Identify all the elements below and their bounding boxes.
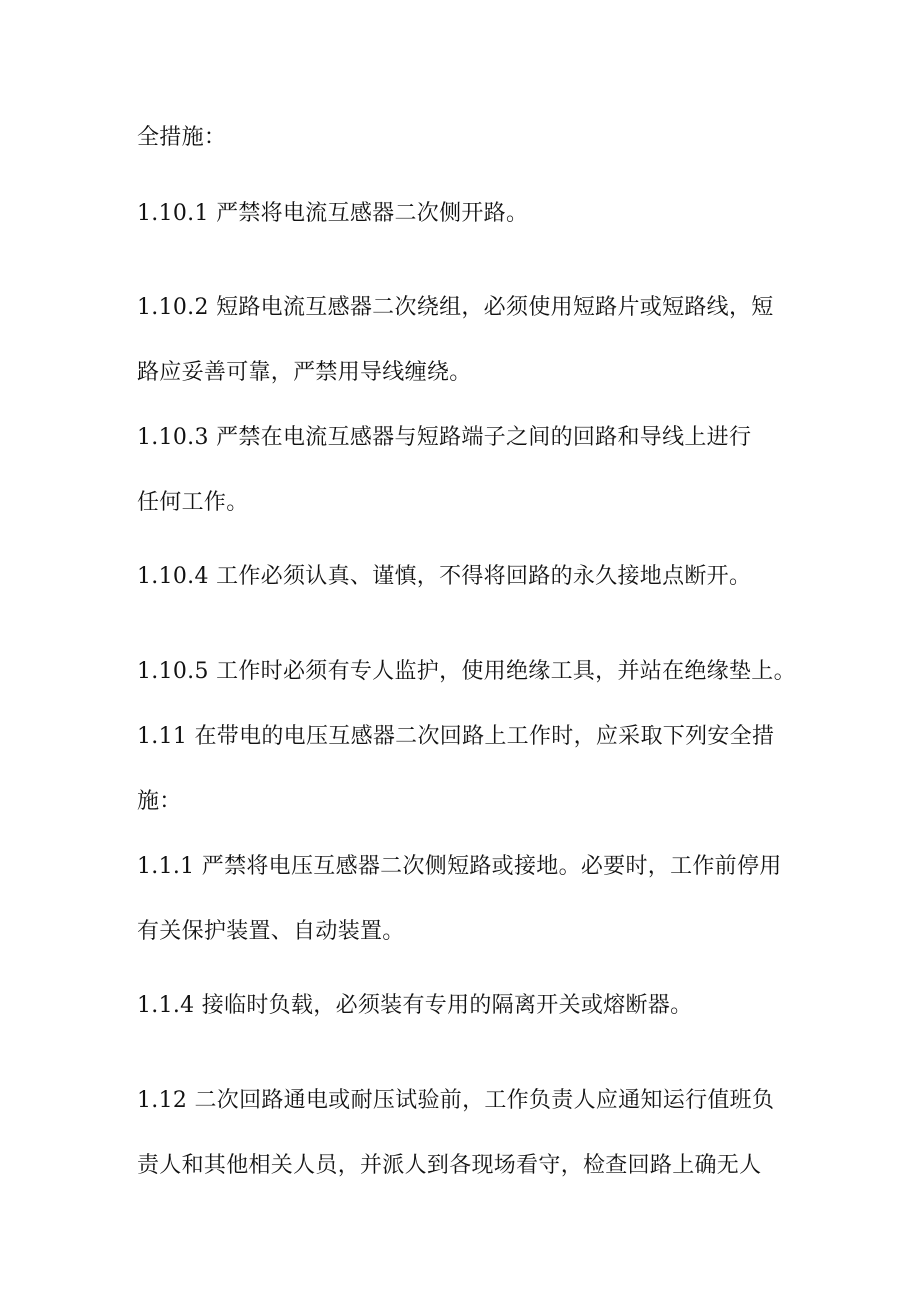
clause-1-10-2: 1.10.2 短路电流互感器二次绕组，必须使用短路片或短路线，短 xyxy=(137,295,774,320)
clause-1-1-4: 1.1.4 接临时负载，必须装有专用的隔离开关或熔断器。 xyxy=(137,993,693,1018)
clause-1-10-1: 1.10.1 严禁将电流互感器二次侧开路。 xyxy=(137,201,529,226)
clause-1-1-1: 1.1.1 严禁将电压互感器二次侧短路或接地。必要时，工作前停用 xyxy=(137,854,782,879)
clause-1-12-cont: 责人和其他相关人员，并派人到各现场看守，检查回路上确无人 xyxy=(137,1153,762,1178)
clause-1-11-cont: 施： xyxy=(137,789,182,814)
clause-1-10-5: 1.10.5 工作时必须有专人监护，使用绝缘工具，并站在绝缘垫上。 xyxy=(137,659,796,684)
clause-1-10-4: 1.10.4 工作必须认真、谨慎，不得将回路的永久接地点断开。 xyxy=(137,564,752,589)
clause-1-10-3-cont: 任何工作。 xyxy=(137,490,249,515)
text-line-continuation: 全措施： xyxy=(137,125,227,150)
clause-1-10-2-cont: 路应妥善可靠，严禁用导线缠绕。 xyxy=(137,360,472,385)
clause-1-10-3: 1.10.3 严禁在电流互感器与短路端子之间的回路和导线上进行 xyxy=(137,425,752,450)
clause-1-12: 1.12 二次回路通电或耐压试验前，工作负责人应通知运行值班负 xyxy=(137,1088,775,1113)
clause-1-1-1-cont: 有关保护装置、自动装置。 xyxy=(137,919,405,944)
clause-1-11: 1.11 在带电的电压互感器二次回路上工作时，应采取下列安全措 xyxy=(137,724,775,749)
